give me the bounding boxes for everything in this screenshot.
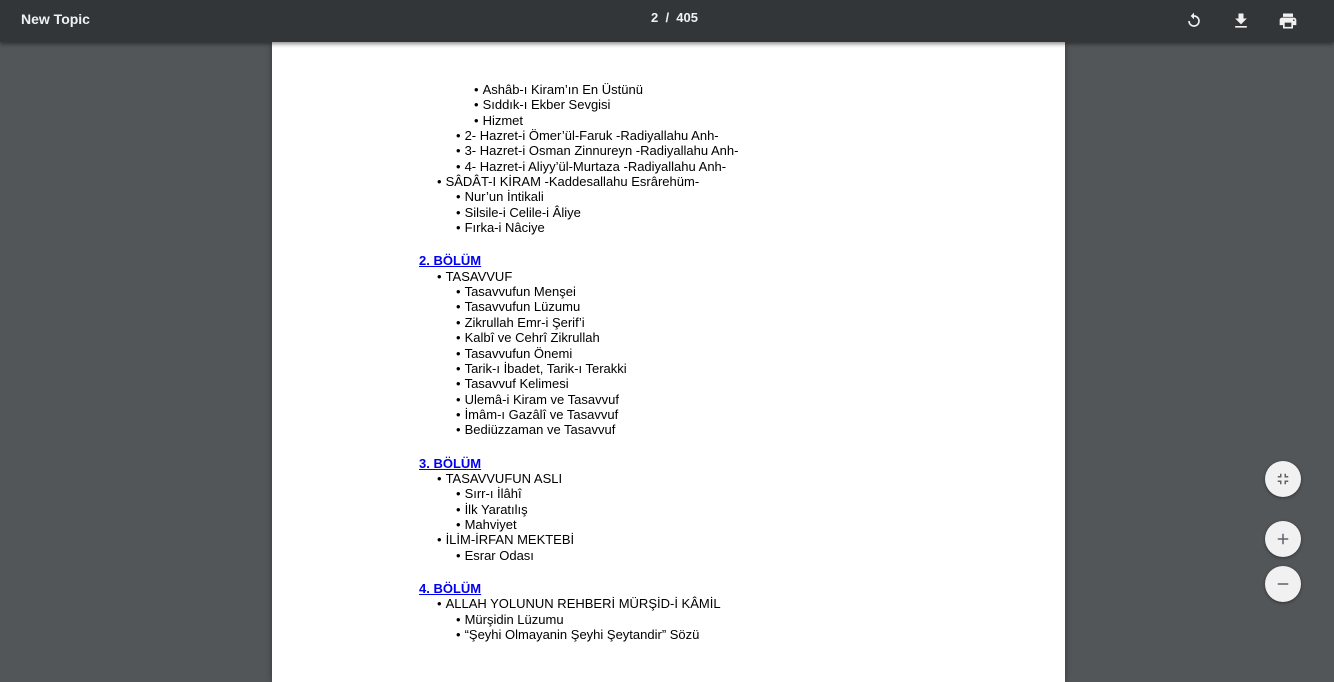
section-heading-link[interactable]: 4. BÖLÜM	[419, 580, 482, 596]
pdf-toolbar	[0, 0, 1334, 42]
section-spacer	[419, 235, 1039, 253]
bullet-icon: •	[456, 406, 461, 422]
zoom-in-button[interactable]	[1265, 521, 1301, 557]
toc-entry-text: İmâm-ı Gazâlî ve Tasavvuf	[464, 406, 619, 422]
bullet-icon: •	[456, 627, 461, 642]
section-heading-row	[419, 456, 1039, 471]
toc-entry-text: 4- Hazret-i Aliyy’ül-Murtaza -Radiyallahu Anh-	[464, 158, 727, 174]
bullet-icon: •	[437, 174, 442, 190]
toc-entry-text: SÂDÂT-I KİRAM -Kaddesallahu Esrârehüm-	[445, 174, 700, 190]
toc-entry-text: Bediüzzaman ve Tasavvuf	[464, 422, 616, 438]
toc-entry	[419, 284, 1039, 299]
section-spacer	[419, 438, 1039, 456]
bullet-icon: •	[456, 345, 461, 361]
toc-entry	[419, 143, 1039, 158]
toc-entry	[419, 627, 1039, 642]
bullet-icon: •	[456, 143, 461, 159]
zoom-in-icon	[1274, 530, 1292, 548]
bullet-icon: •	[456, 391, 461, 407]
rotate-button[interactable]	[1178, 5, 1210, 37]
toc-entry-text: TASAVVUF	[445, 268, 513, 284]
page-indicator[interactable]: 2 / 405	[651, 10, 698, 25]
print-button[interactable]	[1272, 5, 1304, 37]
bullet-icon: •	[456, 299, 461, 315]
toc-entry-text: Tarik-ı İbadet, Tarik-ı Terakki	[464, 360, 627, 376]
toc-entry-text: Tasavvufun Önemi	[464, 345, 573, 361]
bullet-icon: •	[456, 422, 461, 438]
bullet-icon: •	[456, 189, 461, 205]
bullet-icon: •	[456, 516, 461, 532]
toc-entry-text: Ashâb-ı Kiram’ın En Üstünü	[482, 82, 643, 97]
bullet-icon: •	[437, 268, 442, 284]
bullet-icon: •	[474, 97, 479, 113]
fit-to-page-icon	[1274, 470, 1292, 488]
bullet-icon: •	[437, 470, 442, 486]
bullet-icon: •	[456, 128, 461, 144]
bullet-icon: •	[456, 330, 461, 346]
bullet-icon: •	[456, 314, 461, 330]
bullet-icon: •	[456, 486, 461, 502]
toc-entry-text: İlk Yaratılış	[464, 501, 528, 517]
toc-entry	[419, 596, 1039, 611]
toc-entry	[419, 422, 1039, 437]
section-spacer	[419, 563, 1039, 581]
toc-entry	[419, 346, 1039, 361]
toc-entry-text: Hizmet	[482, 112, 524, 128]
toc-entry	[419, 486, 1039, 501]
section-heading-row	[419, 253, 1039, 268]
toc-entry-text: “Şeyhi Olmayanin Şeyhi Şeytandir” Sözü	[464, 627, 700, 642]
toc-entry-text: TASAVVUFUN ASLI	[445, 470, 563, 486]
toc-entry-text: Tasavvufun Lüzumu	[464, 299, 581, 315]
toc-entry	[419, 376, 1039, 391]
bullet-icon: •	[474, 112, 479, 128]
toc-entry	[419, 392, 1039, 407]
toc-entry-text: ALLAH YOLUNUN REHBERİ MÜRŞİD-İ KÂMİL	[445, 596, 721, 612]
toc-entry	[419, 128, 1039, 143]
fit-to-page-button[interactable]	[1265, 461, 1301, 497]
rotate-icon	[1184, 11, 1204, 31]
bullet-icon: •	[456, 547, 461, 563]
toc-entry-text: Mürşidin Lüzumu	[464, 611, 564, 627]
document-title: New Topic	[21, 11, 90, 27]
toc-entry-text: Tasavvuf Kelimesi	[464, 376, 569, 392]
bullet-icon: •	[456, 376, 461, 392]
toc-entry-text: Sırr-ı İlâhî	[464, 486, 522, 502]
toc-entry	[419, 269, 1039, 284]
toc-entry	[419, 174, 1039, 189]
toc-entry	[419, 502, 1039, 517]
toc-entry-text: Silsile-i Celile-i Âliye	[464, 204, 581, 220]
toc-entry-text: Nur’un İntikali	[464, 189, 544, 205]
toc-entry-text: 3- Hazret-i Osman Zinnureyn -Radiyallahu Anh-	[464, 143, 739, 159]
toc-entry	[419, 330, 1039, 345]
toc-entry-text: Tasavvufun Menşei	[464, 284, 576, 300]
download-icon	[1231, 11, 1251, 31]
bullet-icon: •	[474, 82, 479, 97]
toc-entry	[419, 220, 1039, 235]
toc-entry	[419, 82, 1039, 97]
toc-entry	[419, 299, 1039, 314]
toc-entry	[419, 361, 1039, 376]
bullet-icon: •	[437, 532, 442, 548]
pdf-page	[272, 42, 1065, 682]
toc-entry	[419, 97, 1039, 112]
zoom-out-icon	[1274, 575, 1292, 593]
table-of-contents	[419, 82, 1039, 642]
bullet-icon: •	[456, 611, 461, 627]
bullet-icon: •	[456, 501, 461, 517]
toc-entry-text: Mahviyet	[464, 516, 517, 532]
toc-entry	[419, 113, 1039, 128]
bullet-icon: •	[437, 596, 442, 612]
toc-entry-text: Zikrullah Emr-i Şerif’i	[464, 314, 585, 330]
toc-entry	[419, 407, 1039, 422]
toc-entry-text: 2- Hazret-i Ömer’ül-Faruk -Radiyallahu Anh-	[464, 128, 719, 144]
toc-entry	[419, 315, 1039, 330]
toc-entry	[419, 517, 1039, 532]
toc-entry	[419, 189, 1039, 204]
zoom-out-button[interactable]	[1265, 566, 1301, 602]
toc-entry-text: Kalbî ve Cehrî Zikrullah	[464, 330, 600, 346]
section-heading-link[interactable]: 2. BÖLÜM	[419, 253, 482, 269]
print-icon	[1278, 11, 1298, 31]
toc-entry-text: Esrar Odası	[464, 547, 534, 563]
toc-entry-text: İLİM-İRFAN MEKTEBİ	[445, 532, 575, 548]
toc-entry	[419, 159, 1039, 174]
section-heading-row	[419, 581, 1039, 596]
toc-entry	[419, 612, 1039, 627]
bullet-icon: •	[456, 284, 461, 300]
section-heading-link[interactable]: 3. BÖLÜM	[419, 455, 482, 471]
bullet-icon: •	[456, 360, 461, 376]
toc-entry-text: Fırka-i Nâciye	[464, 220, 545, 236]
toc-entry	[419, 205, 1039, 220]
bullet-icon: •	[456, 220, 461, 236]
bullet-icon: •	[456, 204, 461, 220]
toc-entry-text: Sıddık-ı Ekber Sevgisi	[482, 97, 611, 113]
download-button[interactable]	[1225, 5, 1257, 37]
toc-entry-text: Ulemâ-i Kiram ve Tasavvuf	[464, 391, 619, 407]
toc-entry	[419, 548, 1039, 563]
bullet-icon: •	[456, 158, 461, 174]
toc-entry	[419, 532, 1039, 547]
toc-entry	[419, 471, 1039, 486]
